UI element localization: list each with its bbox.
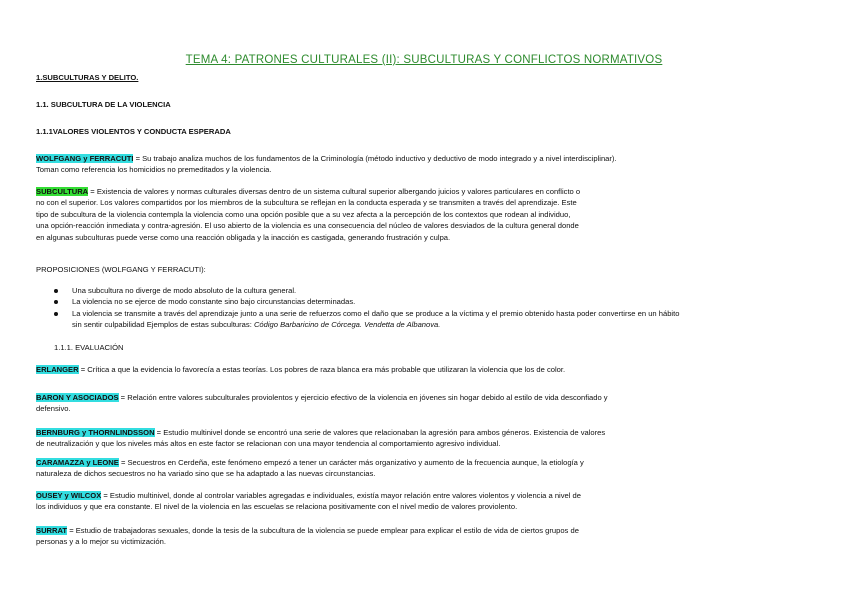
paragraph-subcultura [36,186,816,243]
definition-text: = Crítica a que la evidencia lo favorecía a estas teorías. Los pobres de raza blanca era más probable que utilizaran la violencia que los de color. [78,365,566,374]
paragraph-line: no con el superior. Los valores compartidos por los miembros de la subcultura se reflejan en la conducta esperada y se transmiten a través del aprendizaje. Este [36,198,577,208]
paragraph-wolfgang [36,153,816,176]
paragraph-line [36,490,816,501]
section-heading-1: 1.SUBCULTURAS Y DELITO. [36,73,139,82]
paragraph-bernburg [36,427,816,450]
highlighted-term: BARON Y ASOCIADOS [36,393,119,402]
definition-text: = Su trabajo analiza muchos de los fundamentos de la Criminología (método inductivo y deductivo de modo integrado y a nivel interdisciplinar). [133,154,617,163]
definition-text: = Existencia de valores y normas culturales diversas dentro de un sistema cultural superior albergando juicios y valores particulares en conflicto o [88,187,581,196]
proposiciones-heading: PROPOSICIONES (WOLFGANG Y FERRACUTI): [36,265,206,274]
paragraph-line: una opción-reacción inmediata y contra-agresión. El uso abierto de la violencia es una consecuencia del núcleo de valores desviados de la cultura general donde [36,221,579,231]
proposiciones-list [54,285,819,331]
list-item-line [72,319,819,330]
definition-text: = Relación entre valores subculturales proviolentos y ejercicio efectivo de la violencia en jóvenes sin hogar debido al estilo de vida desconfiado y [118,393,608,402]
paragraph-line: los individuos y que era constante. El nivel de la violencia en las escuelas se relaciona positivamente con el nivel medio de valores proviolento. [36,502,518,512]
paragraph-line: tipo de subcultura de la violencia contempla la violencia como una opción posible que a su vez afecta a la percepción de los contextos que rodean al individuo, [36,209,571,219]
highlighted-term: OUSEY y WILCOX [36,491,102,500]
definition-text: = Secuestros en Cerdeña, este fenómeno empezó a tener un carácter más organizativo y aumento de la frecuencia aunque, la etiología y [118,458,584,467]
list-item: Una subcultura no diverge de modo absoluto de la cultura general. [54,285,819,296]
definition-text: = Estudio multinivel, donde al controlar variables agregadas e individuales, existía mayor relación entre valores violentos y violencia a nivel de [101,491,581,500]
highlighted-term: WOLFGANG y FERRACUTI [36,154,134,163]
highlighted-term: ERLANGER [36,365,79,374]
paragraph-erlanger [36,364,816,375]
list-item [54,308,819,331]
highlighted-term: SURRAT [36,526,68,535]
section-heading-1-1: 1.1. SUBCULTURA DE LA VIOLENCIA [36,100,171,109]
list-item-line: La violencia se transmite a través del aprendizaje junto a una serie de refuerzos como el daño que se produce a la víctima y el premio obtenido hasta poder convertirse en un hábito [72,308,680,318]
paragraph-line [36,392,816,403]
section-heading-1-1-1: 1.1.1VALORES VIOLENTOS Y CONDUCTA ESPERADA [36,127,231,136]
paragraph-line [36,364,816,375]
paragraph-surrat [36,525,816,548]
paragraph-line [36,186,816,197]
highlighted-term: SUBCULTURA [36,187,89,196]
definition-text: = Estudio multinivel donde se encontró una serie de valores que relacionaban la agresión para ambos géneros. Existencia de valores [154,428,606,437]
highlighted-term: BERNBURG y THORNLINDSSON [36,428,155,437]
paragraph-line [36,457,816,468]
paragraph-ousey [36,490,816,513]
list-item: La violencia no se ejerce de modo constante sino bajo circunstancias determinadas. [54,296,819,307]
list-item-text: sin sentir culpabilidad Ejemplos de estas subculturas: [72,320,254,330]
paragraph-line [36,427,816,438]
definition-text: = Estudio de trabajadoras sexuales, donde la tesis de la subcultura de la violencia se puede emplear para explicar el estilo de vida de ciertos grupos de [67,526,579,535]
example-text: Código Barbaricino de Córcega. Vendetta de Albanova. [253,320,441,330]
paragraph-baron [36,392,816,415]
paragraph-line: defensivo. [36,404,71,414]
paragraph-line [36,153,816,164]
paragraph-caramazza [36,457,816,480]
evaluacion-heading: 1.1.1. EVALUACIÓN [54,343,124,352]
highlighted-term: CARAMAZZA y LEONE [36,458,119,467]
paragraph-line: en algunas subculturas puede verse como una reacción obligada y la inacción es castigada, generando frustración y culpa. [36,232,451,242]
paragraph-line: Toman como referencia los homicidios no premeditados y la violencia. [36,165,272,175]
paragraph-line [36,525,816,536]
paragraph-line: naturaleza de dichos secuestros no ha variado sino que se ha adaptado a las nuevas circunstancias. [36,469,376,479]
paragraph-line: personas y a lo mejor su victimización. [36,537,166,547]
document-title: TEMA 4: PATRONES CULTURALES (II): SUBCULTURAS Y CONFLICTOS NORMATIVOS [185,54,663,66]
paragraph-line: de neutralización y que los niveles más altos en este factor se relacionan con una mayor tendencia al comportamiento agresivo individual. [36,439,501,449]
